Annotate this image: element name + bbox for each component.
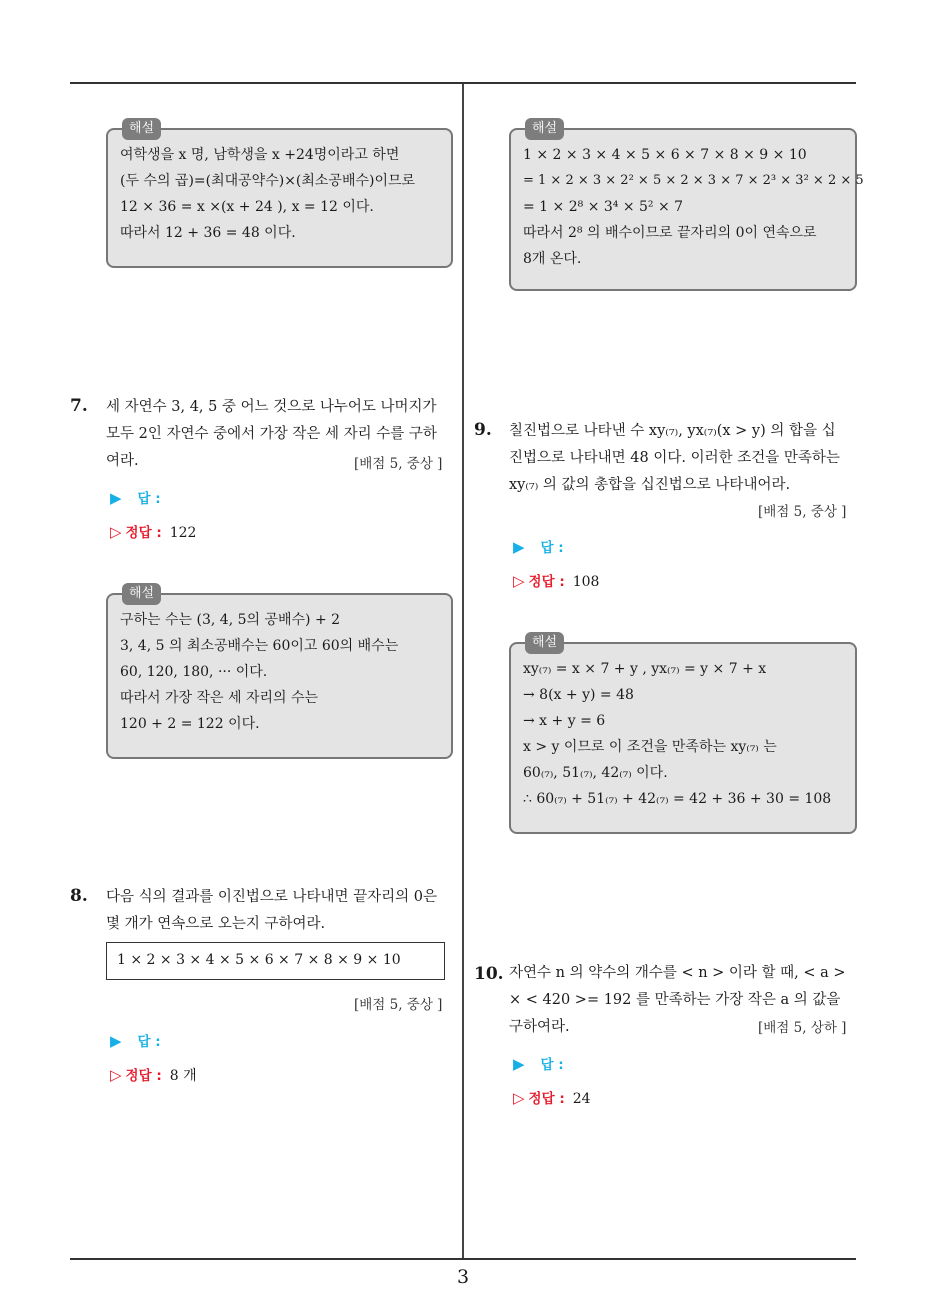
explanation-tag: 해설 [122, 583, 161, 605]
explanation-line: → 8(x + y) = 48 [523, 687, 634, 703]
question-8-number: 8. [70, 886, 88, 906]
explanation-line: 여학생을 x 명, 남학생을 x +24명이라고 하면 [120, 147, 400, 163]
question-line: 모두 2인 자연수 중에서 가장 작은 세 자리 수를 구하 [106, 426, 437, 442]
explanation-line: 구하는 수는 (3, 4, 5의 공배수) + 2 [120, 612, 341, 628]
explanation-box-q9 [509, 635, 857, 834]
question-line: 자연수 n 의 약수의 개수를 < n > 이라 할 때, < a > [509, 965, 846, 981]
question-line: 몇 개가 연속으로 오는지 구하여라. [106, 916, 326, 932]
outline-triangle-icon: ▷ [513, 572, 525, 590]
question-line: 진법으로 나타내면 48 이다. 이러한 조건을 만족하는 [509, 450, 840, 466]
play-triangle-icon: ▶ [110, 489, 122, 507]
explanation-line: 따라서 12 + 36 = 48 이다. [120, 225, 296, 241]
question-9-score: [배점 5, 중상 ] [758, 504, 847, 520]
question-7-answer-field[interactable] [110, 487, 161, 507]
explanation-line: 3, 4, 5 의 최소공배수는 60이고 60의 배수는 [120, 638, 399, 654]
explanation-line: 120 + 2 = 122 이다. [120, 716, 260, 732]
correct-value: 8 개 [169, 1068, 197, 1084]
answer-label: 답 : [540, 540, 564, 556]
question-line: 세 자연수 3, 4, 5 중 어느 것으로 나누어도 나머지가 [106, 399, 437, 415]
explanation-line: = 1 × 2 × 3 × 2² × 5 × 2 × 3 × 7 × 2³ × 3² × 2 × 5 [523, 173, 864, 188]
question-10-correct [513, 1087, 591, 1107]
correct-label: 정답 : [125, 1068, 162, 1084]
question-line: 칠진법으로 나타낸 수 xy₍₇₎, yx₍₇₎(x > y) 의 합을 십 [509, 423, 836, 439]
question-8-text [106, 884, 456, 938]
answer-label: 답 : [540, 1057, 564, 1073]
question-9-answer-field[interactable] [513, 536, 564, 556]
explanation-line: 8개 온다. [523, 251, 582, 267]
correct-label: 정답 : [125, 525, 162, 541]
explanation-line: → x + y = 6 [523, 713, 606, 729]
question-10-score: [배점 5, 상하 ] [758, 1020, 847, 1036]
question-9-correct [513, 570, 599, 590]
explanation-line: 1 × 2 × 3 × 4 × 5 × 6 × 7 × 8 × 9 × 10 [523, 147, 807, 163]
question-line: 구하여라. [509, 1019, 570, 1035]
correct-value: 24 [572, 1091, 591, 1107]
question-8-score: [배점 5, 중상 ] [354, 997, 443, 1013]
question-7-number: 7. [70, 396, 88, 416]
question-9-text [509, 418, 859, 499]
correct-value: 108 [572, 574, 600, 590]
explanation-line: 60, 120, 180, ··· 이다. [120, 664, 268, 680]
outline-triangle-icon: ▷ [110, 1066, 122, 1084]
answer-label: 답 : [137, 491, 161, 507]
bottom-rule [70, 1258, 856, 1260]
question-10-answer-field[interactable] [513, 1053, 564, 1073]
correct-label: 정답 : [528, 1091, 565, 1107]
question-9-number: 9. [474, 420, 492, 440]
explanation-line: 따라서 2⁸ 의 배수이므로 끝자리의 0이 연속으로 [523, 225, 817, 241]
explanation-line: x > y 이므로 이 조건을 만족하는 xy₍₇₎ 는 [523, 739, 777, 755]
question-line: × < 420 >= 192 를 만족하는 가장 작은 a 의 값을 [509, 992, 841, 1008]
question-10-number: 10. [474, 964, 504, 984]
explanation-line: 따라서 가장 작은 세 자리의 수는 [120, 690, 319, 706]
question-line: 다음 식의 결과를 이진법으로 나타내면 끝자리의 0은 [106, 889, 438, 905]
page-number: 3 [456, 1266, 470, 1288]
question-line: 여라. [106, 453, 139, 469]
explanation-line: xy₍₇₎ = x × 7 + y , yx₍₇₎ = y × 7 + x [523, 661, 767, 677]
outline-triangle-icon: ▷ [513, 1089, 525, 1107]
correct-label: 정답 : [528, 574, 565, 590]
outline-triangle-icon: ▷ [110, 523, 122, 541]
question-7-correct [110, 521, 196, 541]
column-divider [462, 84, 464, 1260]
explanation-line: 12 × 36 = x ×(x + 24 ), x = 12 이다. [120, 199, 374, 215]
explanation-box-q8 [509, 121, 864, 291]
explanation-tag: 해설 [525, 118, 564, 140]
play-triangle-icon: ▶ [513, 538, 525, 556]
play-triangle-icon: ▶ [513, 1055, 525, 1073]
explanation-box-q7 [106, 586, 453, 759]
explanation-line: 60₍₇₎, 51₍₇₎, 42₍₇₎ 이다. [523, 765, 668, 781]
question-8-expression-box: 1 × 2 × 3 × 4 × 5 × 6 × 7 × 8 × 9 × 10 [106, 942, 445, 980]
question-7-score: [배점 5, 중상 ] [354, 456, 443, 472]
explanation-tag: 해설 [122, 118, 161, 140]
explanation-box-q6 [106, 121, 453, 268]
explanation-tag: 해설 [525, 632, 564, 654]
correct-value: 122 [169, 525, 197, 541]
answer-label: 답 : [137, 1034, 161, 1050]
question-line: xy₍₇₎ 의 값의 총합을 십진법으로 나타내어라. [509, 477, 791, 493]
question-8-answer-field[interactable] [110, 1030, 161, 1050]
explanation-line: ∴ 60₍₇₎ + 51₍₇₎ + 42₍₇₎ = 42 + 36 + 30 = 108 [523, 791, 832, 807]
question-8-correct [110, 1064, 197, 1085]
play-triangle-icon: ▶ [110, 1032, 122, 1050]
explanation-line: = 1 × 2⁸ × 3⁴ × 5² × 7 [523, 199, 684, 215]
explanation-line: (두 수의 곱)=(최대공약수)×(최소공배수)이므로 [120, 173, 416, 189]
